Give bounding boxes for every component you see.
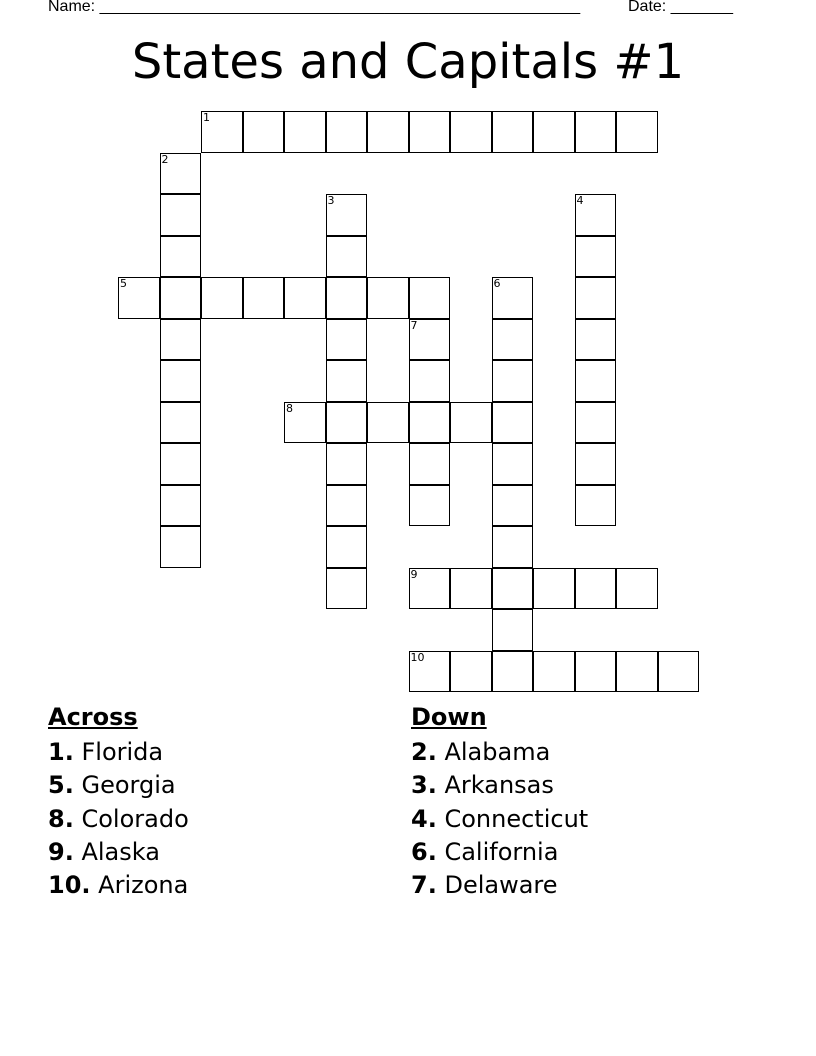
cell-number: 8 (286, 401, 293, 415)
grid-cell[interactable] (367, 277, 409, 319)
grid-cell[interactable] (367, 111, 409, 153)
grid-cell[interactable] (326, 319, 368, 361)
grid-cell[interactable] (326, 402, 368, 444)
grid-cell[interactable] (409, 568, 451, 610)
grid-cell[interactable] (492, 651, 534, 693)
across-clue (48, 736, 189, 769)
grid-cell[interactable] (492, 319, 534, 361)
page-title: States and Capitals #1 (131, 34, 685, 90)
clue-text: Florida (81, 738, 164, 766)
grid-cell[interactable] (409, 360, 451, 402)
grid-cell[interactable] (492, 277, 534, 319)
across-clue (48, 803, 189, 836)
clue-number: 9. (48, 837, 74, 866)
clue-text: Alaska (81, 837, 160, 866)
grid-cell[interactable] (575, 277, 617, 319)
grid-cell[interactable] (160, 443, 202, 485)
clue-number: 10. (48, 871, 91, 900)
grid-cell[interactable] (284, 111, 326, 153)
grid-cell[interactable] (533, 111, 575, 153)
grid-cell[interactable] (326, 443, 368, 485)
clue-number: 2. (411, 738, 437, 766)
grid-cell[interactable] (450, 568, 492, 610)
across-clue (48, 769, 189, 802)
grid-cell[interactable] (575, 360, 617, 402)
across-heading: Across (48, 703, 138, 731)
grid-cell[interactable] (160, 236, 202, 278)
grid-cell[interactable] (367, 402, 409, 444)
grid-cell[interactable] (575, 402, 617, 444)
grid-cell[interactable] (160, 526, 202, 568)
down-heading: Down (411, 703, 487, 731)
grid-cell[interactable] (326, 568, 368, 610)
grid-cell[interactable] (409, 402, 451, 444)
grid-cell[interactable] (492, 402, 534, 444)
cell-number: 7 (410, 318, 418, 332)
grid-cell[interactable] (575, 111, 617, 153)
grid-cell[interactable] (409, 443, 451, 485)
cell-number: 9 (410, 567, 418, 581)
grid-cell[interactable] (575, 194, 617, 236)
grid-cell[interactable] (201, 277, 243, 319)
grid-cell[interactable] (160, 402, 202, 444)
grid-cell[interactable] (450, 651, 492, 693)
down-clue (411, 869, 588, 902)
grid-cell[interactable] (450, 402, 492, 444)
cell-number: 6 (493, 277, 501, 290)
clue-number: 7. (411, 871, 437, 900)
grid-cell[interactable] (533, 651, 575, 693)
clue-text: Connecticut (444, 804, 589, 833)
across-clue (48, 836, 189, 869)
grid-cell[interactable] (326, 277, 368, 319)
grid-cell[interactable] (575, 443, 617, 485)
grid-cell[interactable] (118, 277, 160, 319)
grid-cell[interactable] (326, 236, 368, 278)
cell-number: 4 (576, 194, 584, 207)
grid-cell[interactable] (450, 111, 492, 153)
down-clue (411, 736, 588, 769)
down-clue (411, 769, 588, 802)
grid-cell[interactable] (243, 111, 285, 153)
grid-cell[interactable] (575, 485, 617, 527)
name-line: Name: ______________________________________________________ (48, 0, 581, 15)
grid-cell[interactable] (243, 277, 285, 319)
grid-cell[interactable] (492, 360, 534, 402)
date-line: Date: _______ (628, 0, 733, 15)
grid-cell[interactable] (575, 568, 617, 610)
clue-text: Delaware (444, 871, 558, 900)
grid-cell[interactable] (326, 111, 368, 153)
grid-cell[interactable] (409, 651, 451, 693)
grid-cell[interactable] (533, 568, 575, 610)
grid-cell[interactable] (160, 319, 202, 361)
grid-cell[interactable] (492, 526, 534, 568)
grid-cell[interactable] (326, 360, 368, 402)
grid-cell[interactable] (160, 153, 202, 195)
grid-cell[interactable] (326, 194, 368, 236)
grid-cell[interactable] (326, 485, 368, 527)
across-clues (48, 702, 189, 902)
cell-number: 3 (327, 194, 335, 207)
grid-cell[interactable] (492, 111, 534, 153)
clue-number: 3. (411, 771, 437, 800)
grid-cell[interactable] (284, 402, 326, 444)
grid-cell[interactable] (492, 568, 534, 610)
grid-cell[interactable] (492, 443, 534, 485)
grid-cell[interactable] (616, 111, 658, 153)
down-clues (411, 702, 588, 902)
clue-number: 8. (48, 804, 74, 833)
grid-cell[interactable] (326, 526, 368, 568)
grid-cell[interactable] (160, 277, 202, 319)
clue-text: Arkansas (444, 771, 554, 800)
grid-cell[interactable] (160, 360, 202, 402)
grid-cell[interactable] (160, 485, 202, 527)
cell-number: 5 (120, 277, 127, 290)
down-clue (411, 803, 588, 836)
clue-number: 5. (48, 771, 74, 800)
clue-text: Colorado (81, 804, 189, 833)
grid-cell[interactable] (492, 485, 534, 527)
across-clue (48, 869, 189, 902)
clue-text: Alabama (444, 738, 551, 766)
grid-cell[interactable] (575, 319, 617, 361)
cell-number: 10 (410, 650, 425, 664)
cell-number: 2 (161, 152, 169, 166)
grid-cell[interactable] (284, 277, 326, 319)
grid-cell[interactable] (201, 111, 243, 153)
grid-cell[interactable] (492, 609, 534, 651)
grid-cell[interactable] (409, 277, 451, 319)
grid-cell[interactable] (616, 568, 658, 610)
clue-number: 1. (48, 738, 74, 766)
clue-text: California (444, 837, 559, 866)
clue-text: Arizona (98, 871, 189, 900)
cell-number: 1 (203, 111, 210, 124)
clue-number: 4. (411, 804, 437, 833)
down-clue (411, 836, 588, 869)
clue-text: Georgia (81, 771, 176, 800)
grid-cell[interactable] (658, 651, 700, 693)
grid-cell[interactable] (160, 194, 202, 236)
grid-cell[interactable] (409, 111, 451, 153)
grid-cell[interactable] (409, 319, 451, 361)
grid-cell[interactable] (575, 236, 617, 278)
grid-cell[interactable] (575, 651, 617, 693)
clue-number: 6. (411, 837, 437, 866)
grid-cell[interactable] (616, 651, 658, 693)
grid-cell[interactable] (409, 485, 451, 527)
